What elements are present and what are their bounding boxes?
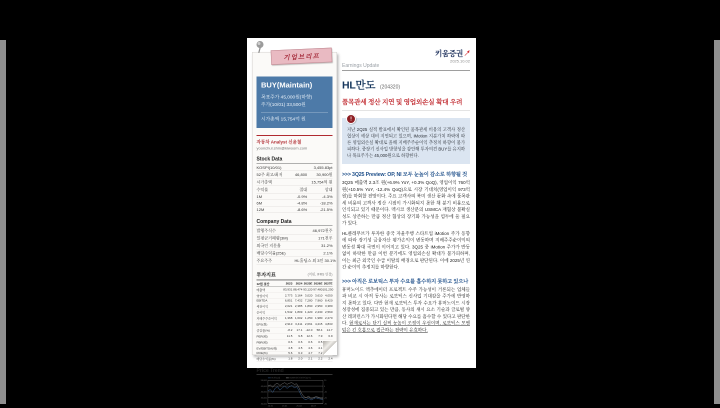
table-cell: 7,960 [312,299,322,304]
title-row [342,77,470,92]
report-body [342,49,470,337]
svg-text:30,000: 30,000 [260,403,267,406]
table-cell: 순이익 [257,309,283,315]
table-cell: 2.4 [322,356,332,362]
table-cell: 11.5 [282,333,292,339]
svg-text:25.01: 25.01 [282,405,288,408]
section-2-text: 휴머노이드 액추에이터 프로젝트 수주 가능성이 거론되는 업체들과 비교 시 아직 동사는 로보틱스 신사업 기대감을 주가에 반영하지 못하고 있다. 다만 현재 로보틱스 투자 수요가 휴머노이드 시장 성장성에 집중되고 있는 만큼, 동사의 섀시 요소 기술과 글로벌 양산 레퍼런스가 가시화된다면 해당 수요를 흡수할 수 있다고 판단한다. [342,286,470,326]
table-cell: 배당수익률(%) [257,356,283,362]
table-cell: 4,833 [322,321,332,327]
svg-text:24.10: 24.10 [267,405,273,408]
table-row [257,186,333,194]
table-cell: 30,900원 [307,171,332,179]
table-row [257,249,333,257]
table-cell: 5.6 [282,351,292,356]
table-cell: 1,890 [302,303,312,309]
target-price: 목표주가 45,000원(하향) [261,94,313,100]
section-1-paragraph-2: HL클레무브가 투자한 중국 자율주행 스타트업 iMotion 주가 동향에 따라 장기성 금융자산 평가손익이 변동하며 지배주주순이익의 변동성 확대 국면이 이어지고 있다. 3Q25 중 iMotion 주가가 반등 없이 하락한 만큼 이번 분기에도 영업외손실 확대가 불가피하며, 이는 최근 외국인 수급 이탈의 배경으로 판단된다. 이에 2025년 연간 순이익 추정치를 하향한다. [342,230,470,270]
table-cell: 1,809 [292,309,302,315]
table-cell: -21.5% [307,206,332,213]
table-cell: 7,280 [302,299,312,304]
table-cell: 58.4 [312,327,322,333]
brand-arrow-icon [464,50,471,57]
table-row [257,171,333,179]
table-cell: 2025E [303,282,313,286]
price-trend-section [257,376,333,408]
table-cell: 수익률 [257,186,282,194]
table-cell: 2.1% [295,249,333,257]
invest-table-title: 투자지표 (억원, IFRS 연결) [256,272,333,278]
section-2-paragraph-1 [342,286,470,333]
note-card [252,52,337,408]
table-cell: 4.6 [302,345,312,351]
svg-text:-10: -10 [323,391,327,394]
table-cell: 46,972천주 [295,227,333,234]
table-cell [282,178,307,186]
company-data-table [256,227,336,265]
subtitle-divider [342,111,470,112]
table-cell: 영업이익 [257,293,283,299]
svg-text:-20: -20 [323,397,327,400]
table-cell: -0.9% [282,193,307,200]
table-row [257,206,333,213]
table-row [257,257,333,265]
table-cell: 2.2 [312,356,322,362]
table-cell: 15,754억 원 [307,178,332,186]
alert-icon: ! [346,114,356,124]
summary-text: 지난 2Q25 실적 발표에서 확인된 품목관세 비용의 고객사 정산 협상이 예상 대비 지연되고 있으며, iMotion 지분가치 하락에 따른 영업외손실 확대로 올해 지배주주순이익 추정치 하향이 불가피하다. 중장기 신사업 방향성을 감안해 투자의견 BUY를 유지하나 목표주가는 45,000원으로 하향한다. [347,127,466,158]
table-cell: 0.6 [302,339,312,345]
table-cell: 2,950 [312,303,322,309]
table-cell: 17.1 [292,327,302,333]
table-cell: 시가총액 [257,178,282,186]
table-cell: 2,913 [282,321,292,327]
right-gray-rail [714,40,720,404]
table-cell: 1,368 [282,315,292,321]
table-cell: 12.6 [302,333,312,339]
market-cap: 시가총액 15,754억 원 [261,116,306,122]
table-cell: 52주 최고/최저 [256,172,283,177]
invest-table-unit: (억원, IFRS 연결) [307,273,333,277]
table-row [257,356,333,362]
table-cell: 1,250 [302,315,312,321]
rating-panel [257,77,333,129]
table-cell: 1,542 [282,309,292,315]
table-cell: 4.7 [302,351,312,356]
table-cell: 외국인 지분율 [257,242,295,250]
report-type-label: Earnings Update [342,63,380,69]
sticky-label-text: 기업브리프 [283,52,320,62]
table-cell: 2,230 [312,309,322,315]
table-cell: 6.3 [292,351,302,356]
table-cell: 4.1 [312,345,322,351]
svg-text:0: 0 [323,385,326,388]
table-cell: 7,432 [292,299,302,304]
ticker-code: (204320) [380,84,401,90]
brand-block [435,48,470,64]
svg-text:10: 10 [323,380,327,383]
table-cell: 세전이익 [257,303,283,309]
table-cell: 절대 [282,186,307,194]
table-cell: 상대 [307,186,332,194]
section-2-underlined-text: 현재로서는 단기 실적 눈높이 조정이 우선이며, 로보틱스 모멘텀은 긴 호흡으로 접근하는 전략이 유효하다. [342,320,470,333]
table-cell: -8.6% [282,206,307,213]
table-cell: 2,560 [322,309,332,315]
table-cell: 0.6 [282,339,292,345]
analyst-name: 자동차 Analyst 신윤철 [256,139,302,145]
table-cell: EPS(원) [257,321,283,327]
table-cell: 2.1 [302,356,312,362]
table-cell: 2,270 [322,315,332,321]
table-cell: 4.8 [282,345,292,351]
table-cell: 88,474 [293,288,303,292]
table-cell: 4.5 [292,345,302,351]
stock-data-title: Stock Data [257,157,333,164]
table-cell: 3,164 [292,293,302,299]
price-trend-title: Price Trend [257,368,333,375]
sticky-label [271,48,333,65]
table-cell: 2,661 [302,321,312,327]
table-cell: 1,602 [292,315,302,321]
table-cell: 8,420 [322,299,332,304]
table-cell: 9.8 [292,333,302,339]
table-cell: 1,420 [302,309,312,315]
investment-opinion: BUY(Maintain) [261,81,313,90]
brand-logo: 키움증권 [435,49,463,58]
table-cell: 4,050 [322,293,332,299]
left-gray-rail [0,40,6,404]
table-cell: 3,411 [292,321,302,327]
summary-box [342,118,470,164]
table-cell: 7.9 [312,333,322,339]
table-cell: 46,800 [282,171,307,179]
table-cell: 1M [257,193,282,200]
section-heading-2: >>> 아직은 로보틱스 투자 수요를 흡수하지 못하고 있으나 [342,278,469,285]
stock-data-table [257,165,333,214]
table-cell: 83,931 [283,288,293,292]
svg-text:45,000: 45,000 [260,385,267,388]
table-cell: 매출액 [257,287,283,293]
table-cell: -22.0 [302,327,312,333]
pushpin-icon [255,40,267,58]
table-cell: 3,610 [312,293,322,299]
table-cell: 2,773 [282,293,292,299]
table-cell: 2,385 [292,303,302,309]
table-cell: 2026E [313,282,323,286]
table-cell: 1.8 [282,356,292,362]
table-row [257,227,333,234]
table-cell: 0.6 [292,339,302,345]
table-cell: EV/EBITDA(배) [257,345,283,351]
section-heading-1: >>> 3Q25 Preview: OP, NI 모두 눈높이 감소로 하향될 것 [342,171,468,178]
table-row [257,242,333,250]
table-cell: 3,380 [322,303,332,309]
rating-divider [261,112,328,113]
table-cell: ROE(%) [257,351,283,356]
header-divider [342,71,470,72]
table-cell: 12M [257,206,282,213]
table-cell: 7.2 [312,351,322,356]
table-cell: 101,250 [322,288,334,292]
table-cell: 93,120 [303,288,313,292]
table-cell: 6.9 [322,333,332,339]
table-cell: 3,455.83pt [307,165,332,171]
table-cell: 1,980 [312,315,322,321]
section-1-paragraph-1: 3Q25 매출액 2.3조 원(+6.9% YoY, +0.3% QoQ), 영업이익 760억 원(+10.5% YoY, -12.4% QoQ)으로 시장 기대치(영업이익 973억 원)를 하회할 전망이다. 주요 고객사의 북미 생산 둔화 속에 품목관세 비용의 고객사 정산 시점이 가시화되지 못한 채 분기 비용으로 인식되고 있기 때문이다. 멕시코 생산분의 USMCA 재협상 불확실성도 상존하는 만큼 정산 협상의 장기화 가능성을 염두에 둘 필요가 있다. [342,180,470,226]
table-cell: 2,021 [282,303,292,309]
table-cell: 31.2% [295,242,333,250]
report-date: 2025.10.02 [449,59,470,64]
table-cell: HL홀딩스 외 3인 30.1% [294,258,336,263]
invest-table [257,281,333,363]
table-cell: 3,020 [302,293,312,299]
table-cell: 4,215 [312,321,322,327]
analyst-block [257,135,333,151]
table-cell: -4.3% [307,193,332,200]
table-cell: 일평균거래량(3M) [257,234,295,242]
svg-text:KOSPI대비 상대수익률(우): KOSPI대비 상대수익률(우) [289,377,311,380]
table-cell: -18.2% [307,200,332,207]
table-row [257,178,333,186]
table-cell: PBR(배) [257,339,283,345]
table-cell: 2027E [323,282,333,286]
report-page [247,38,476,408]
table-cell: -8.2 [282,327,292,333]
svg-text:40,000: 40,000 [260,391,267,394]
table-cell: 발행주식수 [257,227,295,234]
table-cell: 2023 [282,281,292,287]
table-cell: 주요주주 [257,257,295,265]
svg-text:50,000: 50,000 [260,380,267,383]
table-cell: 97,480 [313,288,323,292]
current-price: 주가(10/01) 33,500원 [261,102,306,108]
table-cell: KOSPI(10/01) [256,165,282,170]
table-cell: 2.0 [292,356,302,362]
table-cell: 증감률(%) [257,327,283,333]
table-cell: 171천주 [295,234,333,242]
svg-text:35,000: 35,000 [260,397,267,400]
table-cell: 12월 결산 [257,281,283,287]
report-subtitle: 품목관세 정산 지연 및 영업외손실 확대 우려 [342,98,463,106]
table-cell: EBITDA [257,299,283,304]
table-cell: 6M [257,200,282,207]
table-cell: -4.8% [282,200,307,207]
company-data-title: Company Data [257,219,333,226]
table-cell: 2024 [292,281,302,287]
page-title: HL만도 [342,79,376,91]
svg-text:25.07: 25.07 [310,405,316,408]
analyst-email[interactable]: yoonchul.shin@kiwoom.com [256,146,308,151]
page-fold-corner [323,341,337,355]
table-row [257,234,333,242]
table-cell: 지배주주순이익 [257,315,283,321]
table-cell: PER(배) [257,333,283,339]
table-cell: 배당수익률(25E) [257,249,295,257]
table-cell: 14.7 [322,327,332,333]
svg-text:-30: -30 [323,403,327,406]
table-cell: 6,851 [282,299,292,304]
svg-text:HL만도(좌): HL만도(좌) [271,377,281,380]
table-cell: 0.5 [312,339,322,345]
svg-text:25.04: 25.04 [296,405,302,408]
price-trend-chart [257,376,333,408]
